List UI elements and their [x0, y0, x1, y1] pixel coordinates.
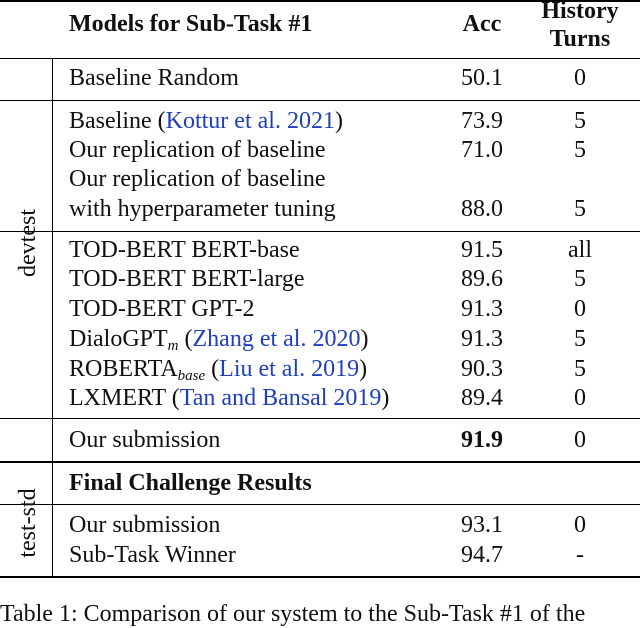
table-row-model: Sub-Task Winner — [69, 542, 236, 568]
table-row-acc: 91.5 — [461, 237, 503, 263]
citation-link[interactable]: Tan and Bansal 2019 — [179, 385, 382, 411]
table-row-model: TOD-BERT GPT-2 — [69, 296, 255, 322]
table-row-model-line1: Our replication of baseline — [69, 166, 326, 192]
section-label-teststd: test-std — [15, 488, 41, 558]
citation-link[interactable]: Kottur et al. 2021 — [165, 108, 335, 134]
table-row-history: all — [568, 237, 592, 263]
table-row-model: TOD-BERT BERT-large — [69, 266, 305, 292]
table-row-acc: 91.3 — [461, 326, 503, 352]
table-row-history: 0 — [574, 512, 586, 538]
header-rule — [0, 58, 640, 59]
table-row-history: 0 — [574, 65, 586, 91]
table-row-acc: 94.7 — [461, 542, 503, 568]
table-row-model: Baseline Random — [69, 65, 239, 91]
table-row-history: 0 — [574, 296, 586, 322]
table-row-acc: 93.1 — [461, 512, 503, 538]
table-row-acc: 89.4 — [461, 385, 503, 411]
table-row-acc: 73.9 — [461, 108, 503, 134]
table-row-model: DialoGPT$_m$ (Zhang et al. 2020) — [69, 326, 369, 354]
header-history-line1: History — [541, 0, 619, 24]
devtest-end-rule — [0, 461, 640, 463]
section-label-devtest: devtest — [15, 209, 41, 277]
header-model: Models for Sub-Task #1 — [69, 11, 313, 37]
table-row-acc: 91.3 — [461, 296, 503, 322]
table-row-acc: 50.1 — [461, 65, 503, 91]
table-row-history: - — [576, 542, 584, 568]
header-acc: Acc — [462, 11, 502, 37]
citation-link[interactable]: Zhang et al. 2020 — [192, 326, 361, 352]
section-rule-1 — [0, 100, 640, 101]
table-row-history: 0 — [574, 427, 586, 453]
table-row-model: Baseline (Kottur et al. 2021) — [69, 108, 343, 134]
table-row-history: 0 — [574, 385, 586, 411]
table-row-history: 5 — [574, 137, 586, 163]
table-row-model: TOD-BERT BERT-base — [69, 237, 300, 263]
table-row-history: 5 — [574, 266, 586, 292]
table-row-model-line2: with hyperparameter tuning — [69, 196, 336, 222]
table-row-model: $ROBERTA_{base}$ (Liu et al. 2019) — [69, 356, 368, 384]
table-row-history: 5 — [574, 108, 586, 134]
table-row-acc: 91.9 — [461, 427, 503, 453]
table-caption: Table 1: Comparison of our system to the Sub-Task #1 of the — [0, 601, 586, 627]
header-history-line2: Turns — [549, 26, 611, 52]
section-rule-2 — [0, 231, 640, 232]
table-row-model: Our submission — [69, 512, 221, 538]
table-row-model: Our submission — [69, 427, 221, 453]
table-row-history: 5 — [574, 326, 586, 352]
table-row-history: 5 — [574, 196, 586, 222]
table-row-acc: 71.0 — [461, 137, 503, 163]
table-row-model: Our replication of baseline — [69, 137, 326, 163]
table-row-acc: 89.6 — [461, 266, 503, 292]
bottom-rule — [0, 576, 640, 578]
table-row-history: 5 — [574, 356, 586, 382]
citation-link[interactable]: Liu et al. 2019 — [219, 356, 360, 382]
final-results-heading: Final Challenge Results — [69, 470, 312, 496]
section-rule-4 — [0, 504, 640, 505]
table-row-model: LXMERT (Tan and Bansal 2019) — [69, 385, 390, 411]
table-row-acc: 88.0 — [461, 196, 503, 222]
table-row-acc: 90.3 — [461, 356, 503, 382]
section-rule-3 — [0, 418, 640, 419]
teststd-vline — [52, 463, 53, 576]
devtest-vline — [52, 59, 53, 461]
